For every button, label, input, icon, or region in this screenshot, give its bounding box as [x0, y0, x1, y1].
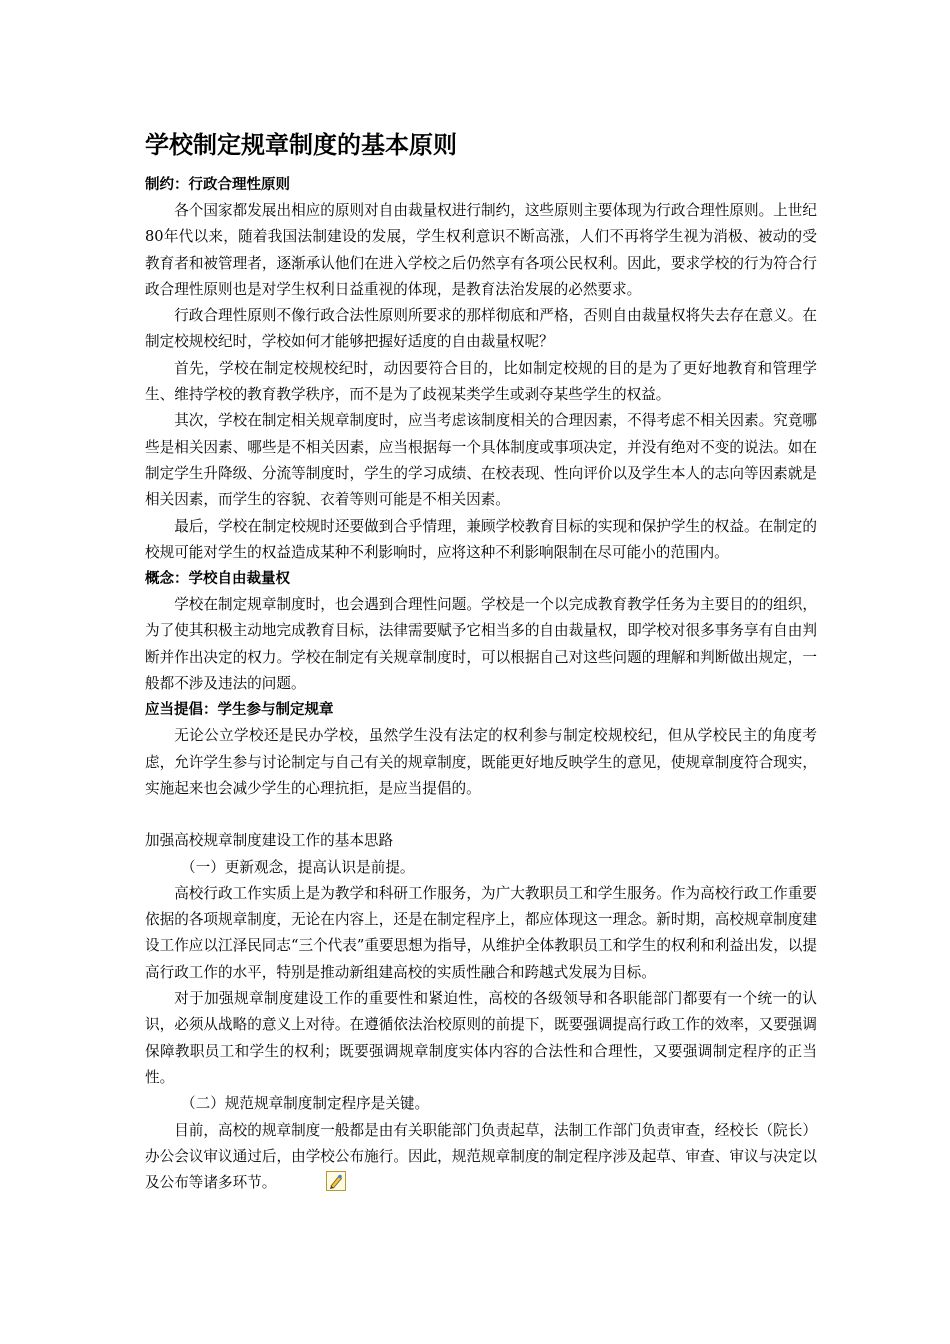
paragraph-text: 目前，高校的规章制度一般都是由有关职能部门负责起草，法制工作部门负责审查，经校长（院长）办公会议审议通过后，由学校公布施行。因此，规范规章制度的制定程序涉及起草、审查、审议与决定以及公布等诸多环节。	[145, 1121, 817, 1192]
section-heading: 制约：行政合理性原则	[145, 177, 290, 193]
section-concept	[145, 566, 817, 697]
pencil-cursor-icon[interactable]	[296, 1171, 316, 1191]
document-page	[145, 128, 817, 1196]
section-advocacy	[145, 697, 817, 802]
section-heading: 应当提倡：学生参与制定规章	[145, 702, 334, 719]
paragraph: 行政合理性原则不像行政合法性原则所要求的那样彻底和严格，否则自由裁量权将失去存在意义。在制定校规校纪时，学校如何才能够把握好适度的自由裁量权呢？	[145, 307, 817, 351]
subheading: （一）更新观念，提高认识是前提。	[181, 858, 415, 876]
paragraph: 其次，学校在制定相关规章制度时，应当考虑该制度相关的合理因素，不得考虑不相关因素。究竟哪些是相关因素、哪些是不相关因素，应当根据每一个具体制度或事项决定，并没有绝对不变的说法。如在制定学生升降级、分流等制度时，学生的学习成绩、在校表现、性向评价以及学生本人的志向等因素就是相关因素，而学生的容貌、衣着等则可能是不相关因素。	[145, 412, 817, 509]
paragraph: 学校在制定规章制度时，也会遇到合理性问题。学校是一个以完成教育教学任务为主要目的的组织，为了使其积极主动地完成教育目标，法律需要赋予它相当多的自由裁量权，即学校对很多事务享有自由判断并作出决定的权力。学校在制定有关规章制度时，可以根据自己对这些问题的理解和判断做出规定，一般都不涉及违法的问题。	[145, 596, 817, 693]
paragraph: 首先，学校在制定校规校纪时，动因要符合目的，比如制定校规的目的是为了更好地教育和管理学生、维持学校的教育教学秩序，而不是为了歧视某类学生或剥夺某些学生的权益。	[145, 359, 817, 404]
last-paragraph	[145, 1118, 817, 1197]
spacer	[145, 802, 817, 828]
section-heading: 概念：学校自由裁量权	[145, 571, 290, 588]
document-title: 学校制定规章制度的基本原则	[145, 131, 457, 159]
paragraph: 高校行政工作实质上是为教学和科研工作服务，为广大教职员工和学生服务。作为高校行政工作重要依据的各项规章制度，无论在内容上，还是在制定程序上，都应体现这一理念。新时期，高校规章制度建设工作应以江泽民同志“三个代表”重要思想为指导，从维护全体教职员工和学生的权利和利益出发，以提高行政工作的水平，特别是推动新组建高校的实质性融合和跨越式发展为目标。	[145, 884, 817, 981]
paragraph: 最后，学校在制定校规时还要做到合乎情理，兼顾学校教育目标的实现和保护学生的权益。在制定的校规可能对学生的权益造成某种不利影响时，应将这种不利影响限制在尽可能小的范围内。	[145, 517, 817, 561]
section-approach	[145, 828, 817, 1196]
section-heading: 加强高校规章制度建设工作的基本思路	[145, 832, 394, 850]
subheading: （二）规范规章制度制定程序是关键。	[181, 1095, 430, 1113]
section-constraint	[145, 172, 817, 566]
paragraph: 对于加强规章制度建设工作的重要性和紧迫性，高校的各级领导和各职能部门都要有一个统一的认识，必须从战略的意义上对待。在遵循依法治校原则的前提下，既要强调提高行政工作的效率，又要强调保障教职员工和学生的权利；既要强调规章制度实体内容的合法性和合理性，又要强调制定程序的正当性。	[145, 990, 817, 1086]
paragraph: 各个国家都发展出相应的原则对自由裁量权进行制约，这些原则主要体现为行政合理性原则。上世纪80年代以来，随着我国法制建设的发展，学生权利意识不断高涨，人们不再将学生视为消极、被动的受教育者和被管理者，逐渐承认他们在进入学校之后仍然享有各项公民权利。因此，要求学校的行为符合行政合理性原则也是对学生权利日益重视的体现，是教育法治发展的必然要求。	[145, 202, 817, 298]
paragraph: 无论公立学校还是民办学校，虽然学生没有法定的权利参与制定校规校纪，但从学校民主的角度考虑，允许学生参与讨论制定与自己有关的规章制度，既能更好地反映学生的意见，使规章制度符合现实，实施起来也会减少学生的心理抗拒，是应当提倡的。	[145, 727, 817, 797]
